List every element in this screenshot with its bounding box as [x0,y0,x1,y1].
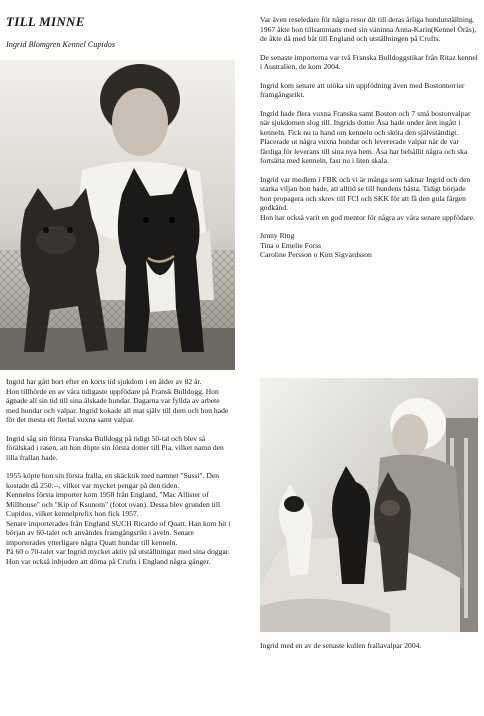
right-paragraph: Ingrid var medlem i FBK och vi är många som saknar Ingrid och den starka viljan hon hade, att alltid se till hundens bästa. Tidigt började hon propagera och skrev till FCI och SKK för att få den gula färgen godkänd. Hon har också varit en god mentor för några av våra senare uppfödare. [260,174,475,222]
right-paragraph: De senaste importerna var två Franska Bulldoggstikar från Ritaz kennel i Australien, de kom 2004. [260,52,478,71]
photo-caption: Ingrid med en av de senaste kullen frallavalpar 2004. [260,641,422,650]
right-paragraph: Ingrid hade flera vuxna Franska samt Boston och 7 små bostonvalpar när sjukdomen slog till. Ingrids dotter Åsa hade under året ingått i kenneln. Fick nu ta hand om kenneln och sköta den självständigt. Placerade ut några vuxna hundar och levererade valpar när de var färdiga för leverans till sina nya hem. Åsa har behållit några och ska fortsätta med kenneln, fast nu i liten skala. [260,108,471,165]
right-column-text [260,15,478,260]
page-title: TILL MINNE [6,14,85,29]
signatures [260,231,478,260]
signature-line: Caroline Persson o Kim Sigvardsson [260,250,372,259]
page-subtitle: Ingrid Blomgren Kennel Cupidos [6,40,116,49]
signature-line: Tina o Emelie Forss [260,240,322,250]
right-paragraph: Var även reseledare för några resor dit till deras årliga hundutställning. 1967 åkte hon tillsammans med sin väninna Anna-Karin(Kennel Öräs), de åkte då med båt till England och utställningen på Crufts. [260,15,477,43]
photo-ingrid-with-puppies [260,378,478,632]
left-paragraph: 1955 köpte hon sin första fralla, en skäcktik med namnet "Sussi". Den kostade då 250:--, vilket var mycket pengar på den tiden. Kennelns första importer kom 1958 från England, "Mac Allister of Millhouse" och "Kip of Ksunom" (fotot ovan). Dessa blev grunden till Cupidos, vilket kennelprefix hon fick 1957. Senare importerades från England SUCH Ricardo of Quatt. Han kom hit i början av 60-talet och användes framgångsrikt i aveln. Senare importerades ytterligare några Quatt hundar till kenneln. På 60 o 70-talet var Ingrid mycket aktiv på utställningar med sina doggar. Hon var också inbjuden att döma på Crufts i England några gånger. [6,471,231,566]
left-paragraph: Ingrid har gått bort efter en korts tid sjukdom i en ålder av 82 år. Hon tillhörde en av våra tidigaste uppfödare på Fransk Bulldogg. Hon ägnade all sin tid till sina älskade hundar. Dagarna var fyllda av arbete med hundar och valpar. Ingrid kokade all mat själv till dem och hon hade för det mesta ett flertal vuxna samt valpar. [6,377,229,424]
signature-line: Jenny Ring [260,231,295,240]
photo-ingrid-with-two-bulldogs [0,60,235,370]
right-paragraph: Ingrid kom senare att utöka sin uppfödning även med Bostonterrier framgångsrikt. [260,80,465,99]
left-paragraph: Ingrid såg sin första Franska Bulldogg på tidigt 50-tal och blev så förälskad i rasen, att hon döpte sin första dotter till Pia, vilket namn den lilla frallan hade. [6,433,224,462]
left-column-text [6,377,234,575]
